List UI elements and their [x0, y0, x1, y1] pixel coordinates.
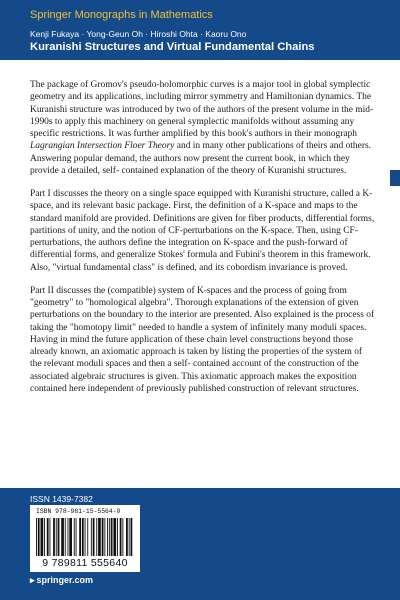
- barcode-panel: [30, 505, 140, 572]
- barcode-bar: [120, 518, 122, 556]
- blurb-paragraph-1-end: and in many other publications of theirs and others. Answering popular demand, the authors now present the current book, in which they provide a detailed, self- contained explanation of the theory of Kuranishi structures.: [30, 141, 372, 176]
- barcode-bar: [44, 518, 45, 556]
- barcode-bar: [56, 518, 57, 556]
- barcode-bar: [104, 518, 105, 556]
- barcode-bar: [109, 518, 110, 556]
- barcode-bar: [129, 518, 130, 556]
- barcode-bar: [76, 518, 77, 556]
- barcode-bar: [41, 518, 44, 556]
- barcode-bar: [111, 518, 113, 556]
- barcode-bar: [87, 518, 88, 556]
- blurb-paragraph-1-start: The package of Gromov's pseudo-holomorphic curves is a major tool in global symplectic geometry and its applications, including mirror symmetry and Hamiltonian dynamics. The Kuranishi structure was introduced by two of the authors of the present volume in the mid-1990s to apply this machinery on general symplectic manifolds without assuming any specific restrictions. It was further amplified by this book's authors in their monograph: [30, 80, 374, 139]
- barcode-bar: [50, 518, 51, 556]
- barcode-bar: [102, 518, 104, 556]
- barcode-bar: [131, 518, 133, 556]
- barcode-bar: [68, 518, 69, 556]
- author-list: Kenji Fukaya · Yong-Geun Oh · Hiroshi Ohta · Kaoru Ono: [30, 29, 247, 39]
- isbn-number: ISBN 978-981-15-5564-0: [36, 508, 121, 515]
- issn-number: ISSN 1439-7382: [30, 494, 93, 504]
- series-name: Springer Monographs in Mathematics: [30, 9, 213, 21]
- barcode-bar: [79, 518, 81, 556]
- barcode-bar: [96, 518, 97, 556]
- blurb-text: [30, 79, 375, 406]
- barcode-bar: [53, 518, 55, 556]
- blurb-paragraph-1: [30, 79, 375, 177]
- blurb-italic-title: Lagrangian Intersection Floer Theory: [30, 141, 175, 152]
- barcode-bar: [69, 518, 72, 556]
- barcode-bar: [74, 518, 75, 556]
- barcode-bar: [61, 518, 64, 556]
- barcode-bar: [58, 518, 60, 556]
- triangle-arrow-icon: ▸: [30, 575, 35, 585]
- barcode-bar: [93, 518, 95, 556]
- barcode-bar: [126, 518, 128, 556]
- spine-edge-mark: [390, 170, 400, 186]
- publisher-url[interactable]: [30, 575, 93, 586]
- barcode-bar: [122, 518, 123, 556]
- barcode-image: [36, 518, 134, 556]
- blurb-paragraph-2: Part I discusses the theory on a single space equipped with Kuranishi structure, called a K-space, and its relevant basic package. First, the definition of a K-space and maps to the standard manifold are provided. Definitions are given for fiber products, differential forms, partitions of unity, and the notion of CF-perturbations on the K-space. Then, using CF- perturbations, the authors define the integration on K-space and the push-forward of differential forms, and generalize Stokes' formula and Fubini's theorem in this framework. Also, "virtual fundamental class" is defined, and its cobordism invariance is proved.: [30, 189, 375, 273]
- barcode-bar: [82, 518, 84, 556]
- barcode-bar: [85, 518, 86, 556]
- blurb-paragraph-3: Part II discusses the (compatible) system of K-spaces and the process of going from "geometry" to "homological algebra". Thorough explanations of the extension of given perturbations on the boundary to the interior are presented. Also explained is the process of taking the "homotopy limit" needed to handle a system of infinitely many moduli spaces. Having in mind the future application of these chain level constructions beyond those already known, an axiomatic approach is taken by listing the properties of the system of the relevant moduli spaces and then a self- contained account of the construction of the associated algebraic structures is given. This axiomatic approach makes the exposition contained here independent of previously published construction of relevant structures.: [30, 285, 375, 394]
- barcode-bar: [65, 518, 66, 556]
- barcode-bar: [113, 518, 116, 556]
- barcode-digits: 9 789811 555640: [42, 557, 128, 569]
- barcode-bar: [98, 518, 101, 556]
- barcode-bar: [107, 518, 108, 556]
- barcode-bar: [47, 518, 49, 556]
- book-title: Kuranishi Structures and Virtual Fundamental Chains: [30, 41, 315, 53]
- publisher-url-text: springer.com: [36, 575, 94, 585]
- barcode-bar: [36, 518, 37, 556]
- barcode-bar: [117, 518, 118, 556]
- barcode-bar: [38, 518, 40, 556]
- barcode-bar: [91, 518, 92, 556]
